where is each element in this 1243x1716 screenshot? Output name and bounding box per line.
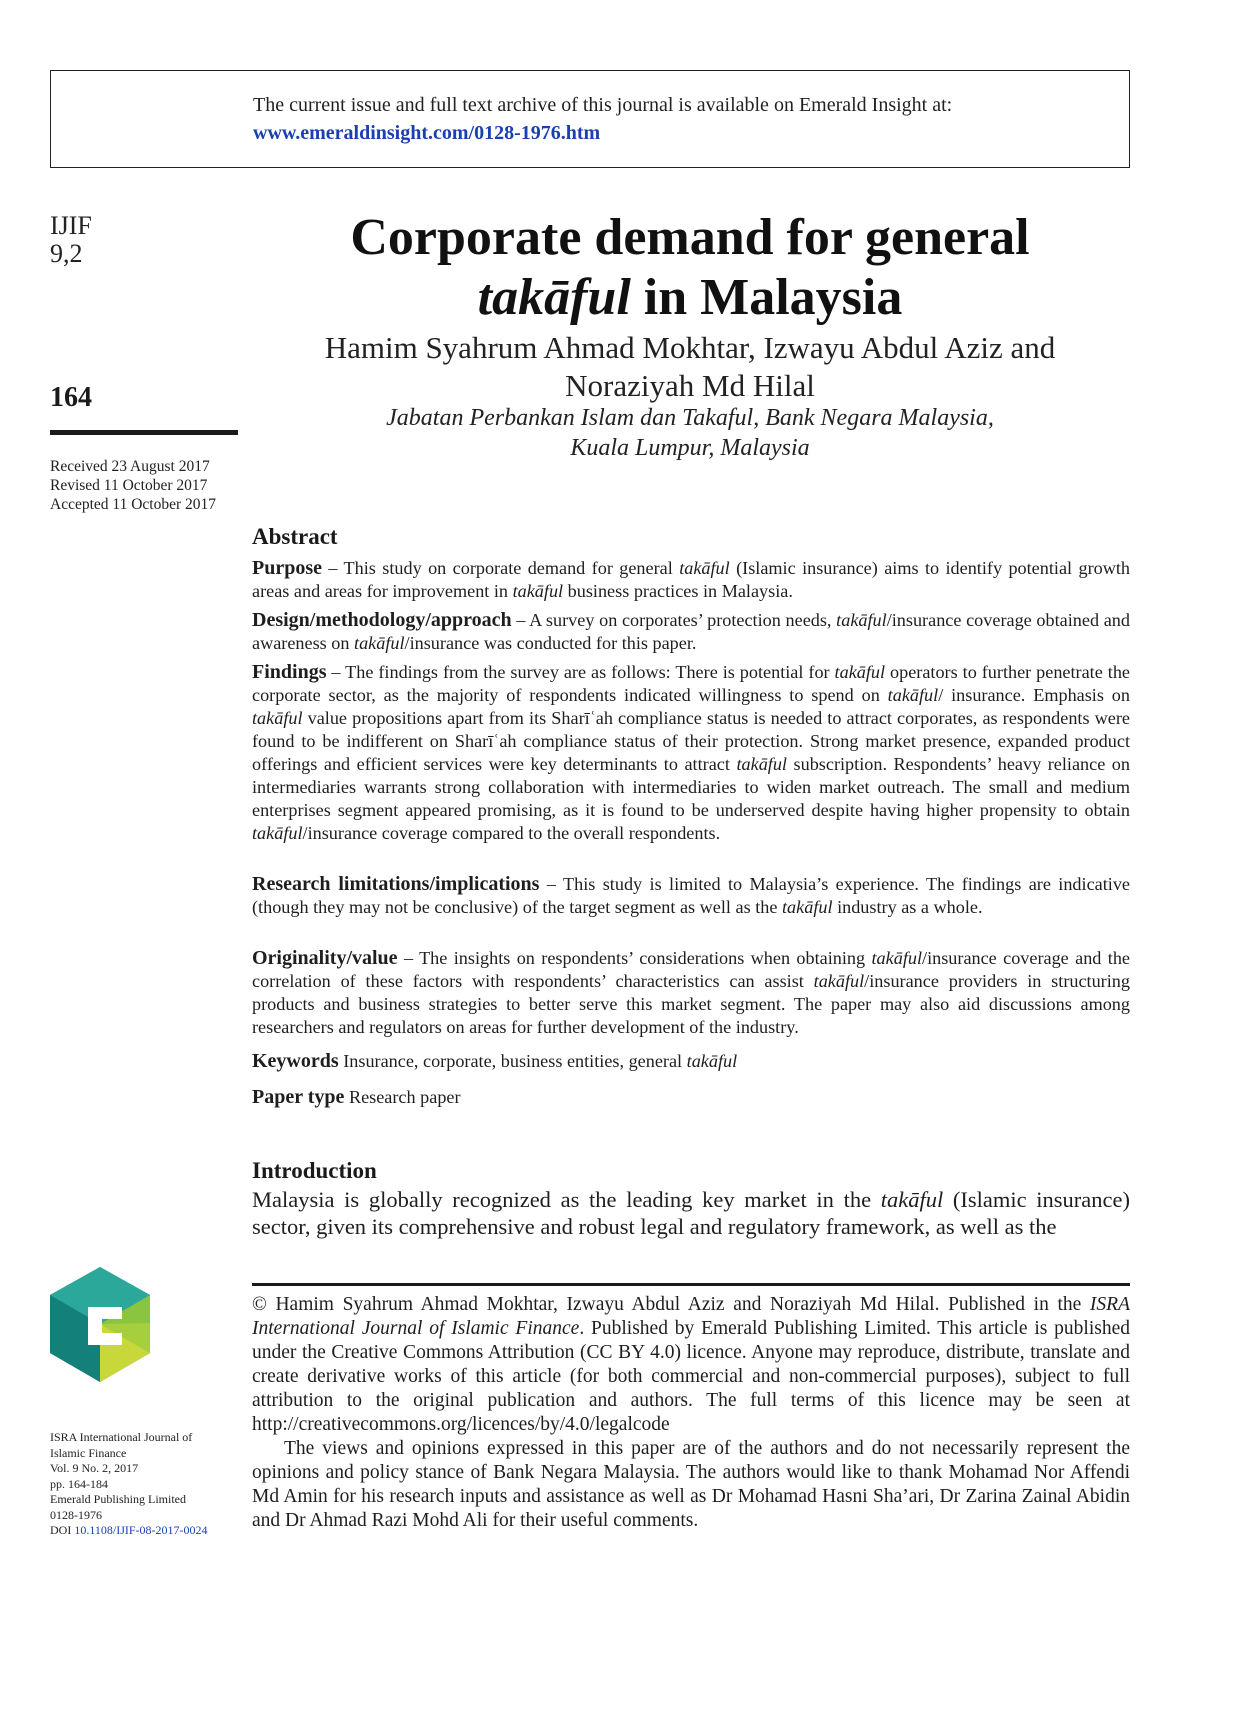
received-date: Received 23 August 2017 bbox=[50, 458, 210, 475]
paper-title bbox=[250, 208, 1130, 328]
citation-block bbox=[50, 1430, 240, 1539]
citation-pages: pp. 164-184 bbox=[50, 1476, 108, 1491]
authors-line-2: Noraziyah Md Hilal bbox=[565, 368, 815, 403]
doi-label: DOI bbox=[50, 1523, 72, 1537]
abstract-design: Design/methodology/approach – A survey on corporates’ protection needs, takāful/insurance coverage obtained and awareness on takāful/insurance was conducted for this paper. bbox=[252, 609, 1130, 653]
abstract-originality: Originality/value – The insights on respondents’ considerations when obtaining takāful/insurance coverage and the correlation of these factors with respondents’ characteristics can assist takāful/insurance providers in structuring products and business strategies to better serve this market segment. The paper may also aid discussions among researchers and regulators on areas for further development of the industry. bbox=[252, 947, 1130, 1037]
copyright-notice: © Hamim Syahrum Ahmad Mokhtar, Izwayu Abdul Aziz and Noraziyah Md Hilal. Published in the ISRA International Journal of Islamic Finance. Published by Emerald Publishing Limited. This article is published under the Creative Commons Attribution (CC BY 4.0) licence. Anyone may reproduce, distribute, translate and create derivative works of this article (for both commercial and non-commercial purposes), subject to full attribution to the original publication and authors. The full terms of this licence may be seen at http://creativecommons.org/licences/by/4.0/legalcode bbox=[252, 1294, 1130, 1435]
keywords-label: Keywords bbox=[252, 1050, 339, 1072]
authors-line-1: Hamim Syahrum Ahmad Mokhtar, Izwayu Abdul Aziz and bbox=[324, 330, 1056, 365]
volume-issue: 9,2 bbox=[50, 239, 83, 268]
abstract-heading: Abstract bbox=[252, 524, 338, 549]
abstract-purpose: Purpose – This study on corporate demand for general takāful (Islamic insurance) aims to identify potential growth areas and areas for improvement in takāful business practices in Malaysia. bbox=[252, 557, 1130, 601]
title-line-2 bbox=[250, 268, 1130, 328]
paper-type bbox=[252, 1086, 1130, 1109]
keywords-italic: takāful bbox=[686, 1051, 738, 1071]
title-line-2-rest: in Malaysia bbox=[630, 269, 903, 326]
revised-date: Revised 11 October 2017 bbox=[50, 477, 208, 494]
abstract-findings: Findings – The findings from the survey are as follows: There is potential for takāful operators to further penetrate the corporate sector, as the majority of respondents indicated willingness to spend on takāful/ insurance. Emphasis on takāful value propositions apart from its Sharīʿah compliance status is needed to attract corporates, as respondents were found to be indifferent on Sharīʿah compliance status of their protection. Strong market presence, expanded product offerings and efficient services were key determinants to attract takāful subscription. Respondents’ heavy reliance on intermediaries warrants strong collaboration with intermediaries to widen market outreach. The small and medium enterprises segment appeared promising, as it is found to be underserved despite having higher propensity to obtain takāful/insurance coverage compared to the overall respondents. bbox=[252, 661, 1130, 843]
keywords-text: Insurance, corporate, business entities, general bbox=[343, 1051, 683, 1071]
article-dates bbox=[50, 457, 216, 514]
doi-link[interactable]: 10.1108/IJIF-08-2017-0024 bbox=[74, 1523, 208, 1537]
paper-type-value: Research paper bbox=[348, 1087, 461, 1107]
title-line-1: Corporate demand for general bbox=[350, 209, 1030, 266]
affiliation-line-2: Kuala Lumpur, Malaysia bbox=[570, 435, 810, 461]
citation-issn: 0128-1976 bbox=[50, 1507, 102, 1522]
limitations-label: Research limitations/implications bbox=[252, 873, 540, 895]
citation-journal: ISRA International Journal of bbox=[50, 1430, 193, 1444]
abstract-limitations: Research limitations/implications – This study is limited to Malaysia’s experience. The findings are indicative (though they may not be conclusive) of the target segment as well as the takāful industry as a whole. bbox=[252, 873, 1130, 917]
keywords bbox=[252, 1050, 1130, 1073]
design-label: Design/methodology/approach bbox=[252, 609, 512, 631]
page-number: 164 bbox=[50, 382, 92, 413]
citation-volume: Vol. 9 No. 2, 2017 bbox=[50, 1461, 139, 1475]
purpose-label: Purpose bbox=[252, 557, 322, 579]
title-italic-term: takāful bbox=[477, 269, 631, 326]
availability-notice-text: The current issue and full text archive of this journal is available on Emerald Insight at: bbox=[253, 94, 953, 116]
introduction-heading: Introduction bbox=[252, 1158, 377, 1183]
creative-commons-logo-icon bbox=[50, 1267, 150, 1382]
journal-url-link[interactable]: www.emeraldinsight.com/0128-1976.htm bbox=[253, 122, 601, 144]
journal-abbrev: IJIF bbox=[50, 211, 92, 240]
introduction-paragraph: Malaysia is globally recognized as the leading key market in the takāful (Islamic insurance) sector, given its comprehensive and robust legal and regulatory framework, as well as the bbox=[252, 1187, 1131, 1239]
citation-journal-cont: Islamic Finance bbox=[50, 1445, 127, 1460]
journal-code bbox=[50, 212, 92, 268]
footnote-rule bbox=[252, 1283, 1130, 1286]
citation-doi bbox=[50, 1523, 240, 1539]
page-number-rule bbox=[50, 430, 238, 435]
accepted-date: Accepted 11 October 2017 bbox=[50, 496, 216, 513]
findings-label: Findings bbox=[252, 661, 327, 683]
disclaimer-acknowledgement: The views and opinions expressed in this paper are of the authors and do not necessarily represent the opinions and policy stance of Bank Negara Malaysia. The authors would like to thank Mohamad Nor Affendi Md Amin for his research inputs and assistance as well as Dr Mohamad Hasni Sha’ari, Dr Zarina Zainal Abidin and Dr Ahmad Razi Mohd Ali for their useful comments. bbox=[252, 1438, 1130, 1531]
affiliation bbox=[250, 403, 1130, 463]
paper-type-label: Paper type bbox=[252, 1086, 345, 1108]
availability-notice bbox=[253, 91, 952, 147]
author-list bbox=[250, 329, 1130, 405]
affiliation-line-1: Jabatan Perbankan Islam dan Takaful, Bank Negara Malaysia, bbox=[386, 405, 994, 431]
originality-label: Originality/value bbox=[252, 947, 398, 969]
availability-notice-box bbox=[50, 70, 1130, 168]
citation-publisher: Emerald Publishing Limited bbox=[50, 1492, 186, 1506]
